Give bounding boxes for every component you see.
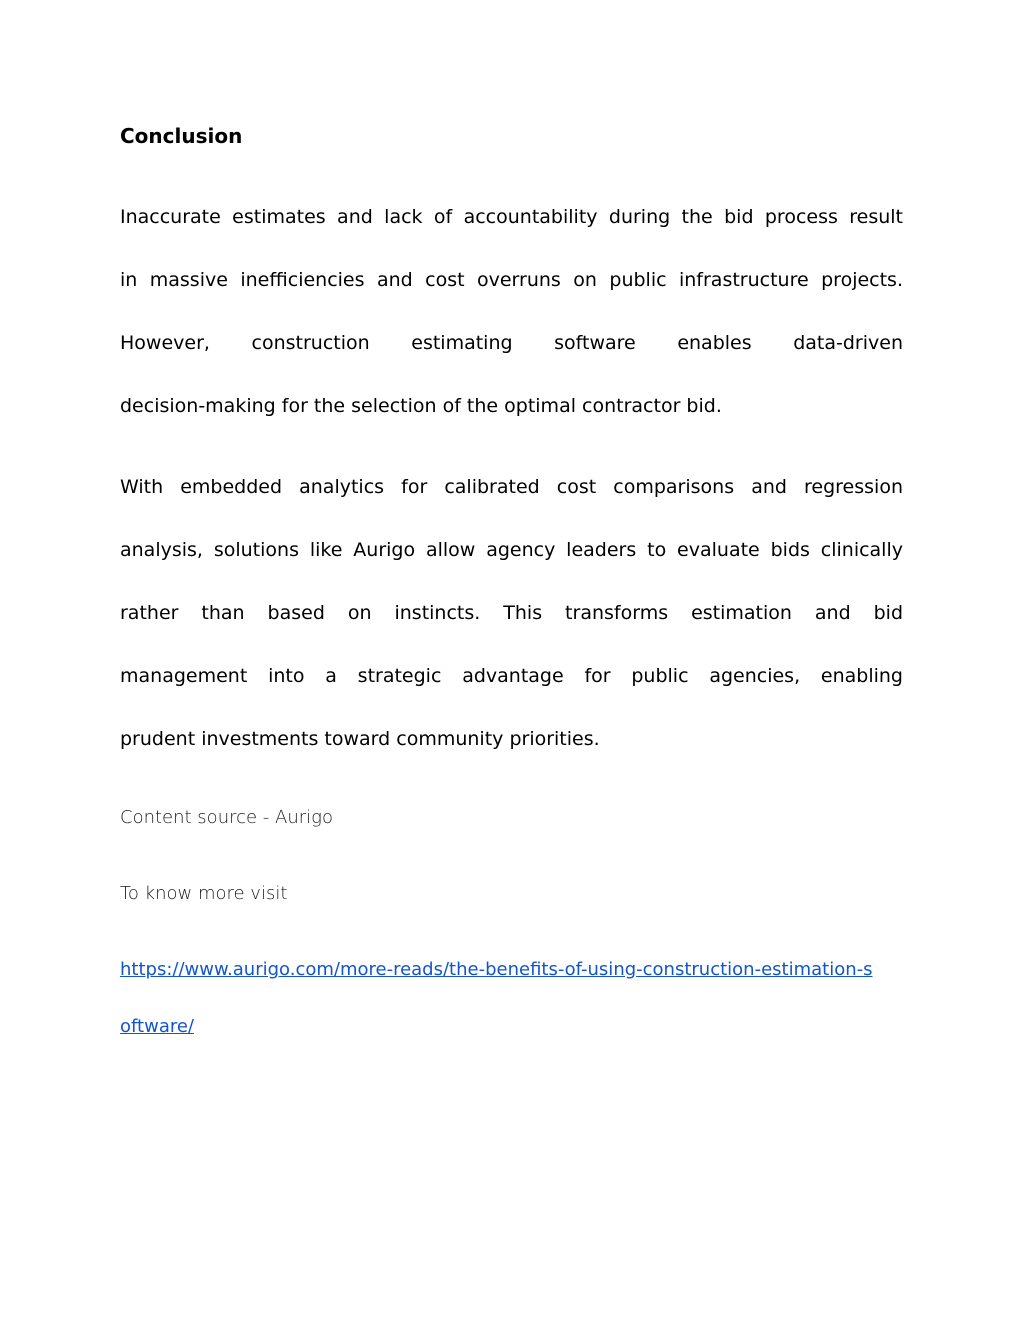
paragraph-line: Inaccurate estimates and lack of accountability during the bid process result	[120, 206, 903, 228]
source-link-line[interactable]: oftware/	[120, 1016, 194, 1037]
paragraph-line: analysis, solutions like Aurigo allow agency leaders to evaluate bids clinically	[120, 539, 903, 561]
paragraph-line: management into a strategic advantage for public agencies, enabling	[120, 665, 903, 687]
paragraph-line: With embedded analytics for calibrated cost comparisons and regression	[120, 476, 903, 498]
paragraph-line: decision-making for the selection of the optimal contractor bid.	[120, 395, 722, 417]
section-heading: Conclusion	[120, 124, 243, 148]
paragraph-line: However, construction estimating software enables data-driven	[120, 332, 903, 354]
paragraph-line: rather than based on instincts. This transforms estimation and bid	[120, 602, 903, 624]
source-link-line[interactable]: https://www.aurigo.com/more-reads/the-benefits-of-using-construction-estimation-s	[120, 959, 873, 980]
visit-label: To know more visit	[120, 883, 288, 904]
paragraph-line: in massive inefficiencies and cost overruns on public infrastructure projects.	[120, 269, 903, 291]
paragraph-line: prudent investments toward community priorities.	[120, 728, 600, 750]
content-source: Content source - Aurigo	[120, 807, 333, 828]
